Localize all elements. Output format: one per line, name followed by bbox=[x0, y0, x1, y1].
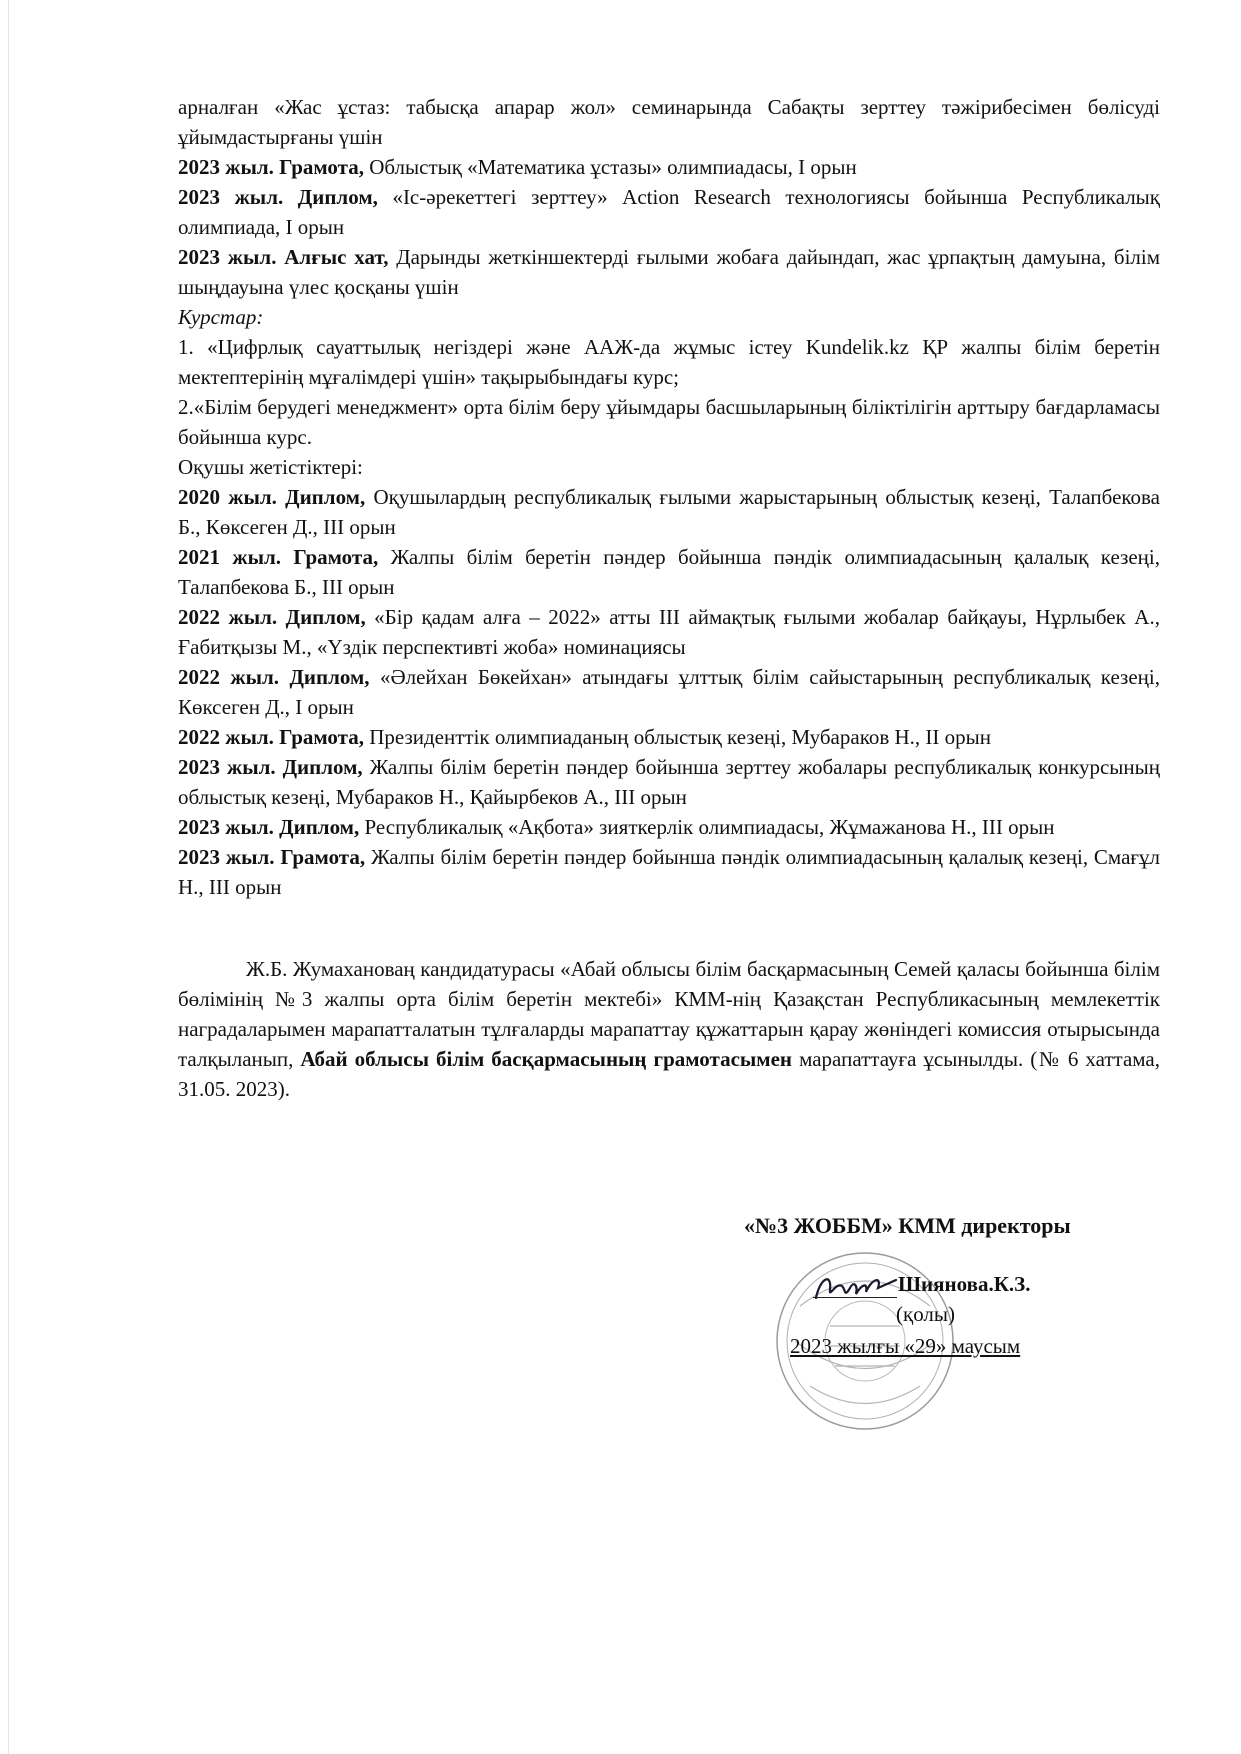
courses-heading-text: Курстар: bbox=[178, 305, 264, 329]
student-achievement bbox=[178, 482, 1160, 542]
courses-heading bbox=[178, 302, 1160, 332]
student-achievement bbox=[178, 842, 1160, 902]
award-year-label: 2023 жыл. Грамота, bbox=[178, 155, 364, 179]
achievement-year-label: 2023 жыл. Диплом, bbox=[178, 755, 363, 779]
student-achievement bbox=[178, 812, 1160, 842]
achievement-text: Жалпы білім беретін пәндер бойынша зерттеу жобалары республикалық конкурсының облыстық кезеңі, Мубараков Н., Қайырбеков А., III орын bbox=[178, 755, 1160, 809]
achievement-text: Республикалық «Ақбота» зияткерлік олимпиадасы, Жұмажанова Н., III орын bbox=[359, 815, 1055, 839]
award-entry bbox=[178, 152, 1160, 182]
document-body bbox=[178, 92, 1160, 902]
achievement-year-label: 2022 жыл. Диплом, bbox=[178, 665, 370, 689]
student-achievements-heading: Оқушы жетістіктері: bbox=[178, 455, 363, 479]
student-achievement bbox=[178, 542, 1160, 602]
achievement-year-label: 2023 жыл. Диплом, bbox=[178, 815, 360, 839]
award-year-label: 2023 жыл. Алғыс хат, bbox=[178, 245, 389, 269]
student-achievement bbox=[178, 752, 1160, 812]
award-text: Дарынды жеткіншектерді ғылыми жобаға дайындап, жас ұрпақтың дамуына, білім шыңдауына үлес қосқаны үшін bbox=[178, 245, 1161, 299]
achievement-text: Оқушылардың республикалық ғылыми жарыстарының облыстық кезеңі, Талапбекова Б., Көксеген Д., III орын bbox=[178, 485, 1160, 539]
award-text: «Іс-әрекеттегі зерттеу» Action Research технологиясы бойынша Республикалық олимпиада, I орын bbox=[178, 185, 1160, 239]
achievement-year-label: 2021 жыл. Грамота, bbox=[178, 545, 379, 569]
signature-label: (қолы) bbox=[896, 1302, 956, 1326]
award-year-label: 2023 жыл. Диплом, bbox=[178, 185, 378, 209]
achievement-text: Президенттік олимпиаданың облыстық кезеңі, Мубараков Н., II орын bbox=[363, 725, 991, 749]
director-name: Шиянова.К.З. bbox=[898, 1272, 1031, 1296]
student-achievement bbox=[178, 602, 1160, 662]
achievement-text: Жалпы білім беретін пәндер бойынша пәндік олимпиадасының қалалық кезеңі, Талапбекова Б., III орын bbox=[178, 545, 1161, 599]
achievement-year-label: 2020 жыл. Диплом, bbox=[178, 485, 366, 509]
student-achievement bbox=[178, 722, 1160, 752]
achievement-text: «Бір қадам алға – 2022» атты III аймақтық ғылыми жобалар байқауы, Нұрлыбек А., Ғабитқызы М., «Үздік перспективті жоба» номинациясы bbox=[178, 605, 1160, 659]
conclusion-paragraph bbox=[178, 954, 1160, 1104]
award-text: Облыстық «Математика ұстазы» олимпиадасы, I орын bbox=[363, 155, 857, 179]
achievement-year-label: 2023 жыл. Грамота, bbox=[178, 845, 366, 869]
award-entry bbox=[178, 242, 1160, 302]
conclusion-text: Ж.Б. Жумахановаң кандидатурасы «Абай облысы білім басқармасының Семей қаласы бойынша білім бөлімінің №3 жалпы орта білім беретін мектебі» КММ-нің Қазақстан Республикасының мемлекеттік наградаларымен марапатталатын тұлғаларды марапаттау құжаттарын қарау жөніндегі комиссия отырысында талқыланып, bbox=[178, 957, 1160, 1071]
conclusion-text-end: марапаттауға ұсынылды. (№ 6 хаттама, 31.05. 2023). bbox=[178, 1047, 1160, 1101]
achievement-year-label: 2022 жыл. Грамота, bbox=[178, 725, 364, 749]
student-achievement bbox=[178, 662, 1160, 722]
award-entry bbox=[178, 182, 1160, 242]
paragraph-text: арналған «Жас ұстаз: табысқа апарар жол» семинарында Сабақты зерттеу тәжірибесімен бөлісуді ұйымдастырғаны үшін bbox=[178, 95, 1160, 149]
director-title: «№3 ЖОББМ» КММ директоры bbox=[744, 1213, 1071, 1238]
achievement-text: Жалпы білім беретін пәндер бойынша пәндік олимпиадасының қалалық кезеңі, Смағұл Н., III орын bbox=[178, 845, 1160, 899]
conclusion-award-name: Абай облысы білім басқармасының грамотасымен bbox=[300, 1047, 793, 1071]
signature-line bbox=[813, 1297, 897, 1298]
achievement-year-label: 2022 жыл. Диплом, bbox=[178, 605, 366, 629]
achievement-text: «Әлейхан Бөкейхан» атындағы ұлттық білім сайыстарының республикалық кезеңі, Көксеген Д., I орын bbox=[178, 665, 1160, 719]
paragraph-intro bbox=[178, 92, 1160, 152]
scan-edge-line bbox=[8, 0, 9, 1754]
signature-date: 2023 жылғы «29» маусым bbox=[790, 1334, 1021, 1358]
course-item: 2.«Білім берудегі менеджмент» орта білім беру ұйымдары басшыларының біліктілігін арттыру бағдарламасы бойынша курс. bbox=[178, 395, 1160, 449]
course-item: 1. «Цифрлық сауаттылық негіздері және ААЖ-да жұмыс істеу Kundelik.kz ҚР жалпы білім беретін мектептерінің мұғалімдері үшін» тақырыбындағы курс; bbox=[178, 335, 1160, 389]
conclusion-block bbox=[178, 954, 1160, 1104]
